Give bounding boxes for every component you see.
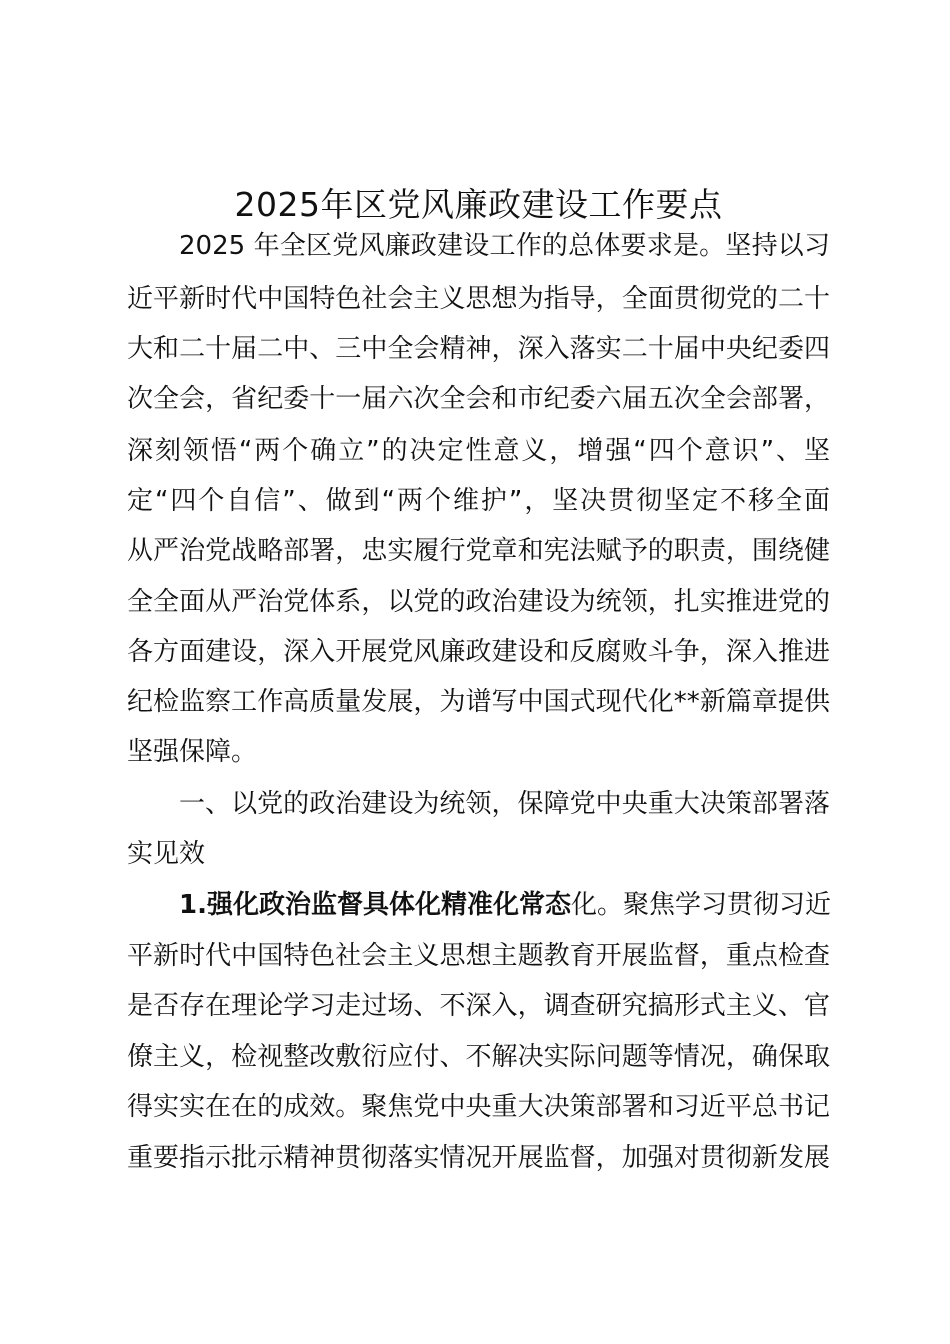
paragraph-1-line-9: 各方面建设，深入开展党风廉政建设和反腐败斗争，深入推进 [127,637,830,667]
paragraph-1-line-5: 深刻领悟“两个确立”的决定性意义，增强“四个意识”、坚 [127,436,830,466]
subheading-bold-text: 1.强化政治监督具体化精准化常态 [179,890,571,920]
paragraph-1-line-2: 近平新时代中国特色社会主义思想为指导，全面贯彻党的二十 [127,284,830,314]
paragraph-3-line-6: 重要指示批示精神贯彻落实情况开展监督，加强对贯彻新发展 [127,1143,830,1173]
section-heading-1-line-1: 一、以党的政治建设为统领，保障党中央重大决策部署落 [179,789,830,819]
paragraph-1-line-7: 从严治党战略部署，忠实履行党章和宪法赋予的职责，围绕健 [127,536,830,566]
paragraph-3-line-1-text: 化。聚焦学习贯彻习近 [570,890,831,920]
paragraph-1-line-1: 2025 年全区党风廉政建设工作的总体要求是。坚持以习 [179,231,830,261]
document-title: 2025年区党风廉政建设工作要点 [234,185,723,224]
paragraph-3-line-2: 平新时代中国特色社会主义思想主题教育开展监督，重点检查 [127,941,830,971]
paragraph-3-line-1 [179,885,830,925]
paragraph-1-line-8: 全全面从严治党体系，以党的政治建设为统领，扎实推进党的 [127,587,830,617]
paragraph-1-line-3: 大和二十届二中、三中全会精神，深入落实二十届中央纪委四 [127,334,830,364]
paragraph-1-line-11: 坚强保障。 [127,737,258,767]
paragraph-1-line-10: 纪检监察工作高质量发展，为谱写中国式现代化**新篇章提供 [127,687,830,717]
section-heading-1-line-2: 实见效 [127,839,206,869]
paragraph-1-line-4: 次全会，省纪委十一届六次全会和市纪委六届五次全会部署， [127,384,830,414]
paragraph-3-line-4: 僚主义，检视整改敷衍应付、不解决实际问题等情况，确保取 [127,1042,830,1072]
paragraph-3-line-5: 得实实在在的成效。聚焦党中央重大决策部署和习近平总书记 [127,1092,830,1122]
paragraph-1-line-6: 定“四个自信”、做到“两个维护”，坚决贯彻坚定不移全面 [127,486,830,516]
paragraph-3-line-3: 是否存在理论学习走过场、不深入，调查研究搞形式主义、官 [127,991,830,1021]
